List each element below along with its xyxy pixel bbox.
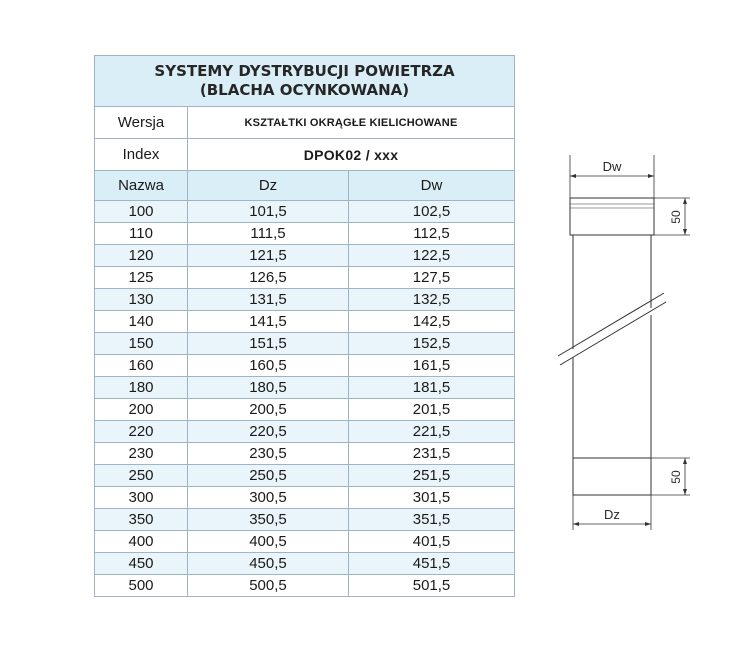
cell-dw: 152,5	[349, 333, 515, 355]
cell-dz: 111,5	[188, 223, 349, 245]
break-line-upper	[558, 293, 664, 356]
table-row	[95, 443, 515, 465]
cell-dz: 250,5	[188, 465, 349, 487]
cell-dw: 142,5	[349, 311, 515, 333]
cell-dw: 127,5	[349, 267, 515, 289]
table-row	[95, 245, 515, 267]
table-title	[95, 56, 515, 107]
table-row	[95, 377, 515, 399]
cell-nazwa: 200	[95, 399, 188, 421]
pipe-socket-top	[570, 198, 654, 235]
version-label: Wersja	[95, 107, 188, 139]
cell-dw: 351,5	[349, 509, 515, 531]
cell-nazwa: 350	[95, 509, 188, 531]
cell-dz: 400,5	[188, 531, 349, 553]
cell-dz: 101,5	[188, 201, 349, 223]
cell-dz: 180,5	[188, 377, 349, 399]
version-value: KSZTAŁTKI OKRĄGŁE KIELICHOWANE	[188, 107, 515, 139]
cell-nazwa: 125	[95, 267, 188, 289]
cell-dz: 121,5	[188, 245, 349, 267]
cell-dz: 500,5	[188, 575, 349, 597]
cell-nazwa: 250	[95, 465, 188, 487]
cell-nazwa: 150	[95, 333, 188, 355]
cell-nazwa: 400	[95, 531, 188, 553]
cell-nazwa: 230	[95, 443, 188, 465]
cell-dz: 141,5	[188, 311, 349, 333]
cell-nazwa: 110	[95, 223, 188, 245]
cell-dz: 220,5	[188, 421, 349, 443]
cell-dz: 230,5	[188, 443, 349, 465]
table-row	[95, 399, 515, 421]
cell-dw: 161,5	[349, 355, 515, 377]
pipe-spigot-bottom	[573, 458, 651, 495]
table-row	[95, 201, 515, 223]
cell-nazwa: 160	[95, 355, 188, 377]
cell-nazwa: 130	[95, 289, 188, 311]
title-row	[95, 56, 515, 107]
cell-nazwa: 180	[95, 377, 188, 399]
column-header-dz: Dz	[188, 171, 349, 201]
cell-dw: 501,5	[349, 575, 515, 597]
cell-dw: 102,5	[349, 201, 515, 223]
cell-dw: 181,5	[349, 377, 515, 399]
cell-dw: 112,5	[349, 223, 515, 245]
column-header-row	[95, 171, 515, 201]
cell-dz: 151,5	[188, 333, 349, 355]
version-row	[95, 107, 515, 139]
dim-top-label: 50	[669, 210, 683, 224]
break-line-lower	[560, 302, 666, 365]
cell-dw: 231,5	[349, 443, 515, 465]
cell-dw: 401,5	[349, 531, 515, 553]
dim-bottom-label: 50	[669, 470, 683, 484]
title-line-2: (BLACHA OCYNKOWANA)	[199, 81, 410, 99]
cell-dw: 221,5	[349, 421, 515, 443]
cell-dw: 451,5	[349, 553, 515, 575]
table-row	[95, 509, 515, 531]
table-row	[95, 465, 515, 487]
cell-nazwa: 120	[95, 245, 188, 267]
pipe-drawing	[540, 150, 700, 530]
cell-nazwa: 500	[95, 575, 188, 597]
cell-dw: 122,5	[349, 245, 515, 267]
title-line-1: SYSTEMY DYSTRYBUCJI POWIETRZA	[154, 62, 455, 80]
cell-nazwa: 100	[95, 201, 188, 223]
dw-label: Dw	[602, 159, 622, 174]
index-row	[95, 139, 515, 171]
dz-label: Dz	[604, 507, 620, 522]
index-value: DPOK02 / xxx	[188, 139, 515, 171]
table-row	[95, 575, 515, 597]
cell-dw: 251,5	[349, 465, 515, 487]
index-label: Index	[95, 139, 188, 171]
cell-dz: 350,5	[188, 509, 349, 531]
table-row	[95, 421, 515, 443]
cell-dw: 201,5	[349, 399, 515, 421]
column-header-nazwa: Nazwa	[95, 171, 188, 201]
cell-dz: 450,5	[188, 553, 349, 575]
table-row	[95, 311, 515, 333]
cell-dw: 132,5	[349, 289, 515, 311]
table-row	[95, 553, 515, 575]
cell-nazwa: 140	[95, 311, 188, 333]
cell-dz: 131,5	[188, 289, 349, 311]
table-row	[95, 333, 515, 355]
table-row	[95, 531, 515, 553]
cell-dz: 126,5	[188, 267, 349, 289]
cell-nazwa: 300	[95, 487, 188, 509]
cell-dw: 301,5	[349, 487, 515, 509]
spec-table	[94, 55, 515, 597]
cell-nazwa: 450	[95, 553, 188, 575]
column-header-dw: Dw	[349, 171, 515, 201]
cell-dz: 200,5	[188, 399, 349, 421]
table-row	[95, 355, 515, 377]
cell-nazwa: 220	[95, 421, 188, 443]
table-row	[95, 289, 515, 311]
table-row	[95, 267, 515, 289]
cell-dz: 300,5	[188, 487, 349, 509]
cell-dz: 160,5	[188, 355, 349, 377]
table-row	[95, 223, 515, 245]
table-row	[95, 487, 515, 509]
